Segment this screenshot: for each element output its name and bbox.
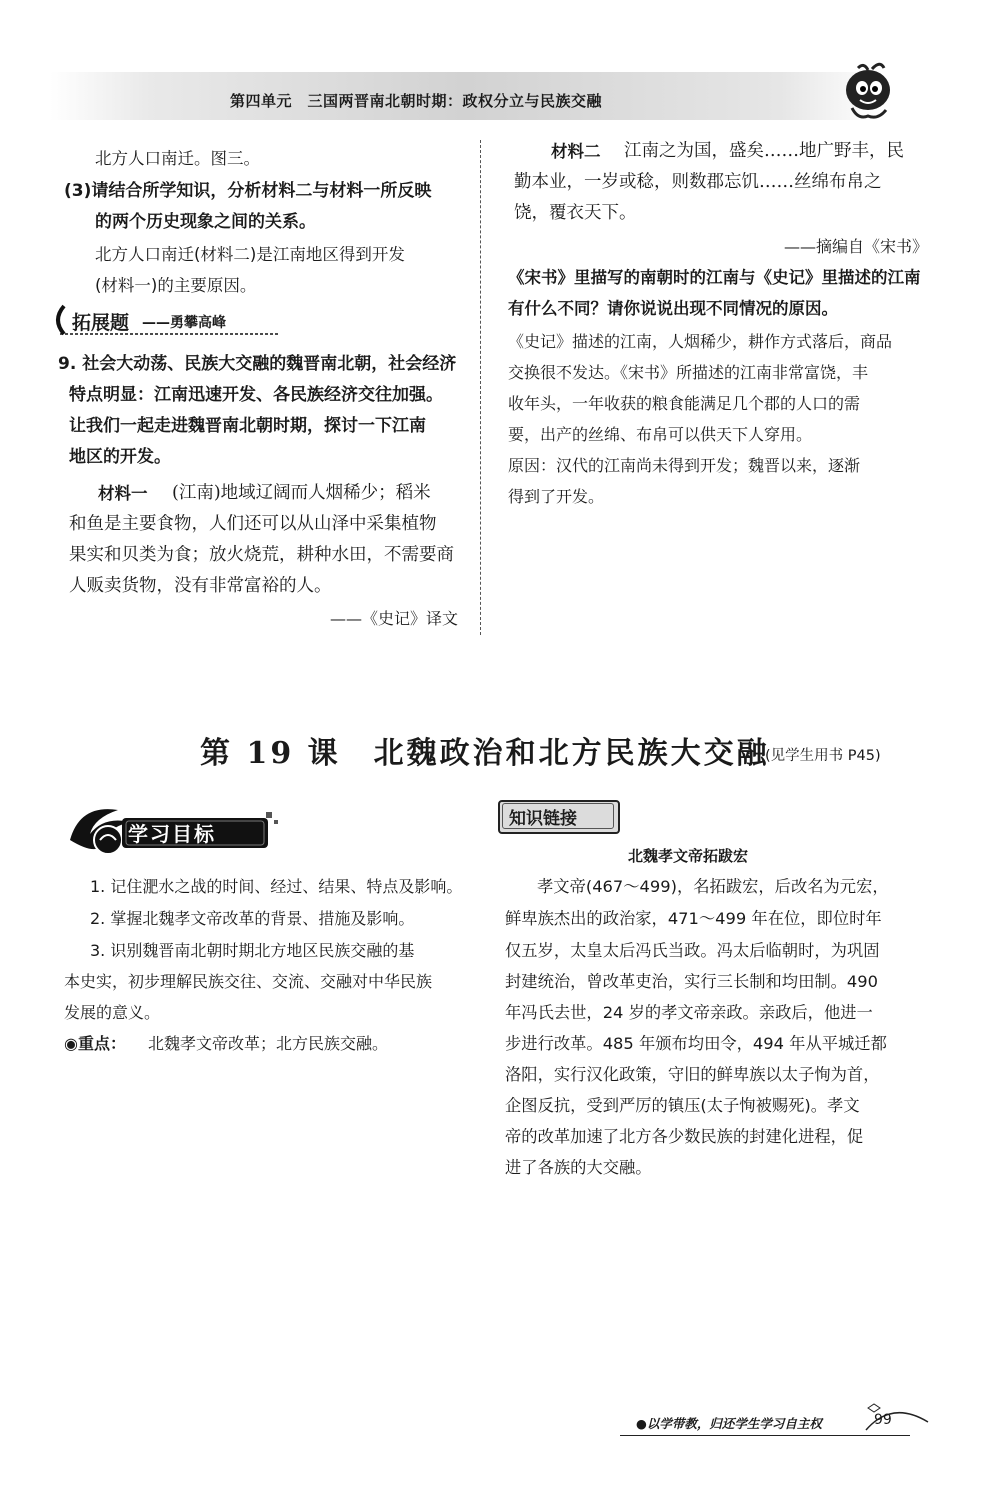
reason-line-1: 原因：汉代的江南尚未得到开发；魏晋以来，逐渐 — [508, 456, 861, 475]
lesson-title: 第 19 课 北魏政治和北方民族大交融 — [200, 736, 770, 771]
knowledge-title: 北魏孝文帝拓跋宏 — [628, 847, 749, 865]
key-points-label: ◉重点： — [64, 1034, 126, 1053]
material1-source: ——《史记》译文 — [330, 609, 459, 628]
knowledge-line-7: 洛阳，实行汉化政策，守旧的鲜卑族以太子恂为首， — [505, 1065, 880, 1084]
answer-line-2: 交换很不发达。《宋书》所描述的江南非常富饶，丰 — [508, 363, 869, 382]
knowledge-line-4: 封建统治，曾改革吏治，实行三长制和均田制。490 — [505, 972, 878, 991]
q3-answer-line-2: (材料一)的主要原因。 — [95, 276, 257, 295]
knowledge-line-3: 仅五岁，太皇太后冯氏当政。冯太后临朝时，为巩固 — [505, 941, 880, 960]
knowledge-line-5: 年冯氏去世，24 岁的孝文帝亲政。亲政后，他进一 — [505, 1003, 873, 1022]
material1-line-3: 果实和贝类为食；放火烧荒，耕种水田，不需要商 — [69, 545, 454, 565]
q3-question-line-2: 的两个历史现象之间的关系。 — [95, 212, 316, 232]
knowledge-link-label: 知识链接 — [509, 809, 577, 829]
material2-label: 材料二 — [551, 142, 601, 161]
material2-line-1: 江南之为国，盛矣……地广野丰，民 — [624, 141, 904, 161]
mascot-icon — [838, 60, 902, 124]
extension-subtitle: ——勇攀高峰 — [142, 315, 226, 331]
material1-line-2: 和鱼是主要食物，人们还可以从山泽中采集植物 — [69, 514, 437, 534]
q3-answer-line-1: 北方人口南迁(材料二)是江南地区得到开发 — [95, 245, 405, 264]
q9-line-4: 地区的开发。 — [69, 447, 171, 467]
goal-line-3: 3. 识别魏晋南北朝时期北方地区民族交融的基 — [90, 941, 415, 960]
material1-line-1: (江南)地域辽阔而人烟稀少；稻米 — [172, 483, 431, 503]
material2-source: ——摘编自《宋书》 — [784, 237, 929, 256]
column-divider — [480, 140, 481, 635]
knowledge-line-1: 孝文帝(467～499)，名拓跋宏，后改名为元宏， — [537, 877, 889, 896]
material1-label: 材料一 — [98, 484, 148, 503]
page-number-ornament — [862, 1400, 932, 1440]
key-points-text: 北魏孝文帝改革；北方民族交融。 — [148, 1034, 389, 1053]
question-line-1: 《宋书》里描写的南朝时的江南与《史记》里描述的江南 — [508, 268, 921, 287]
knowledge-line-10: 进了各族的大交融。 — [505, 1158, 652, 1177]
answer-line-3: 收年头，一年收获的粮食能满足几个郡的人口的需 — [508, 394, 861, 413]
material2-line-3: 饶，覆衣天下。 — [514, 203, 637, 223]
q9-line-2: 特点明显：江南迅速开发、各民族经济交往加强。 — [69, 385, 443, 405]
learning-goals-label: 学习目标 — [128, 822, 216, 846]
answer-line-1: 《史记》描述的江南，人烟稀少，耕作方式落后，商品 — [508, 332, 893, 351]
goal-line-1: 1. 记住淝水之战的时间、经过、结果、特点及影响。 — [90, 877, 463, 896]
q3-answer-tail: 北方人口南迁。图三。 — [95, 149, 260, 168]
answer-line-4: 要，出产的丝绵、布帛可以供天下人穿用。 — [508, 425, 813, 444]
q3-question-line-1: (3)请结合所学知识，分析材料二与材料一所反映 — [64, 181, 432, 201]
lesson-reference: (见学生用书 P45) — [765, 748, 881, 764]
page-number: 99 — [874, 1412, 892, 1428]
knowledge-line-8: 企图反抗，受到严厉的镇压(太子恂被赐死)。孝文 — [505, 1096, 860, 1115]
goal-line-5: 发展的意义。 — [64, 1003, 161, 1022]
knowledge-line-9: 帝的改革加速了北方各少数民族的封建化进程，促 — [505, 1127, 864, 1146]
question-line-2: 有什么不同？请你说说出现不同情况的原因。 — [508, 299, 838, 318]
goal-line-2: 2. 掌握北魏孝文帝改革的背景、措施及影响。 — [90, 909, 415, 928]
goal-line-4: 本史实，初步理解民族交往、交流、交融对中华民族 — [64, 972, 433, 991]
knowledge-line-2: 鲜卑族杰出的政治家，471～499 年在位，即位时年 — [505, 909, 882, 928]
extension-label: 拓展题 — [72, 312, 130, 334]
knowledge-line-6: 步进行改革。485 年颁布均田令，494 年从平城迁都 — [505, 1034, 887, 1053]
material2-line-2: 勤本业，一岁或稔，则数郡忘饥……丝绵布帛之 — [514, 172, 882, 192]
q9-line-3: 让我们一起走进魏晋南北朝时期，探讨一下江南 — [69, 416, 426, 436]
q9-line-1: 9. 社会大动荡、民族大交融的魏晋南北朝，社会经济 — [58, 354, 457, 374]
unit-title: 第四单元 三国两晋南北朝时期：政权分立与民族交融 — [230, 92, 603, 110]
reason-line-2: 得到了开发。 — [508, 487, 605, 506]
footer-motto: ●以学带教，归还学生学习自主权 — [636, 1416, 822, 1431]
material1-line-4: 人贩卖货物，没有非常富裕的人。 — [69, 576, 332, 596]
